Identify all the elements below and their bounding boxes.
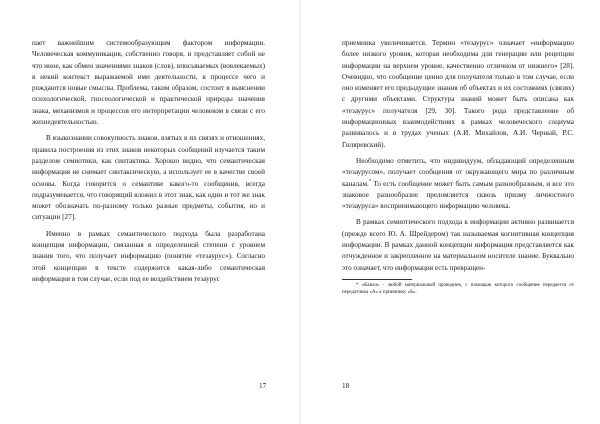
footnote-marker: * — [368, 179, 372, 185]
footnote-text: «Канал» - любой материальный проводник, с помощью которого сообщение передается от передатчика «А» к приемнику «Б». — [342, 282, 574, 295]
paragraph-text: То есть сообщение может быть самым разнообразным, и все это знаковое разнообразие преломляется сквозь призму личностного «тезауруса» воспринимающего информацию человека. — [342, 179, 574, 211]
paragraph — [342, 156, 574, 212]
paragraph-text: Необходимо отметить, что индивидуум, обладающий определенным «тезаурусом», получает сообщения от окружающего мира по различным каналам. — [342, 156, 574, 188]
page-number: 17 — [259, 382, 267, 390]
paragraph: В рамках семиотического подхода к информации активно развивается (прежде всего Ю. А. Шрейдером) так называемая когнитивная концепция информации. В рамках данной концепции информация представляется как отчужденное и закрепленное на материальном носителе знание. Буквально это означает, что информация есть превращен- — [342, 218, 574, 272]
footnote-divider — [342, 279, 412, 280]
footnote-marker: * — [356, 282, 359, 288]
paragraph: приемника увеличивается. Термин «тезаурус» означает «информацию более низкого уровня, которая необходима для генерации или рецепции информации на верхнем уровне, качественно отличном от нижнего» [28]. Очевидно, что сообщение ценно для получателя только в том случае, если оно изменяет его предыдущие знания об объектах и их состояниях (связях) с другими объектами. Структура знаний может быть описана как «тезаурус» получателя [29, 30]. Такого рода представление об информационных взаимодействиях в рамках человеческого социума развивалось и в трудах ученых (А.И. Михайлов, А.И. Черный, Р.С. Гиляревский). — [342, 39, 574, 149]
paragraph: Именно в рамках семантического подхода была разработана концепция информации, связанная в определенной степени с уровнем знания того, что получает информацию (понятие «тезаурус»). Согласно этой концепции в тексте содержится какая-либо семантическая информация в том случае, если под ее воздействием тезаурус — [32, 229, 265, 283]
footnote — [342, 283, 574, 296]
right-page-text — [342, 38, 574, 301]
left-page-text — [32, 38, 265, 290]
right-page — [300, 0, 600, 424]
paragraph: пает важнейшим системообразующим фактором информации. Человеческая коммуникация, собственно говоря, и представляет собой не что иное, как обмен значениями знаков (слов), вписываемых (вовлекаемых) в некий контекст выражаемой ими деятельности, в процессе чего и рождаются новые смыслы. Проблема, таким образом, состоит в выяснении психологической, гносеологической и практической природы значения знака, механизмов и процессов его интерпретации человеком в связи с его жизнедеятельностью. — [32, 39, 265, 127]
page-number: 18 — [342, 382, 350, 390]
paragraph: В языкознании совокупность знаков, взятых в их связях и отношениях, правила построения из этих знаков некоторых сообщений изучается таким разделом семиотики, как синтактика. Хорошо видно, что семантическая информация не снимает синтаксическую, а использует ее в качестве своей основы. Когда говорится о семантике какого-то сообщения, всегда подразумевается, что говорящий вложил в этот знак, как один и тот же знак может обозначать по-разному только разные предметы, события, но и ситуации [27]. — [32, 134, 265, 222]
